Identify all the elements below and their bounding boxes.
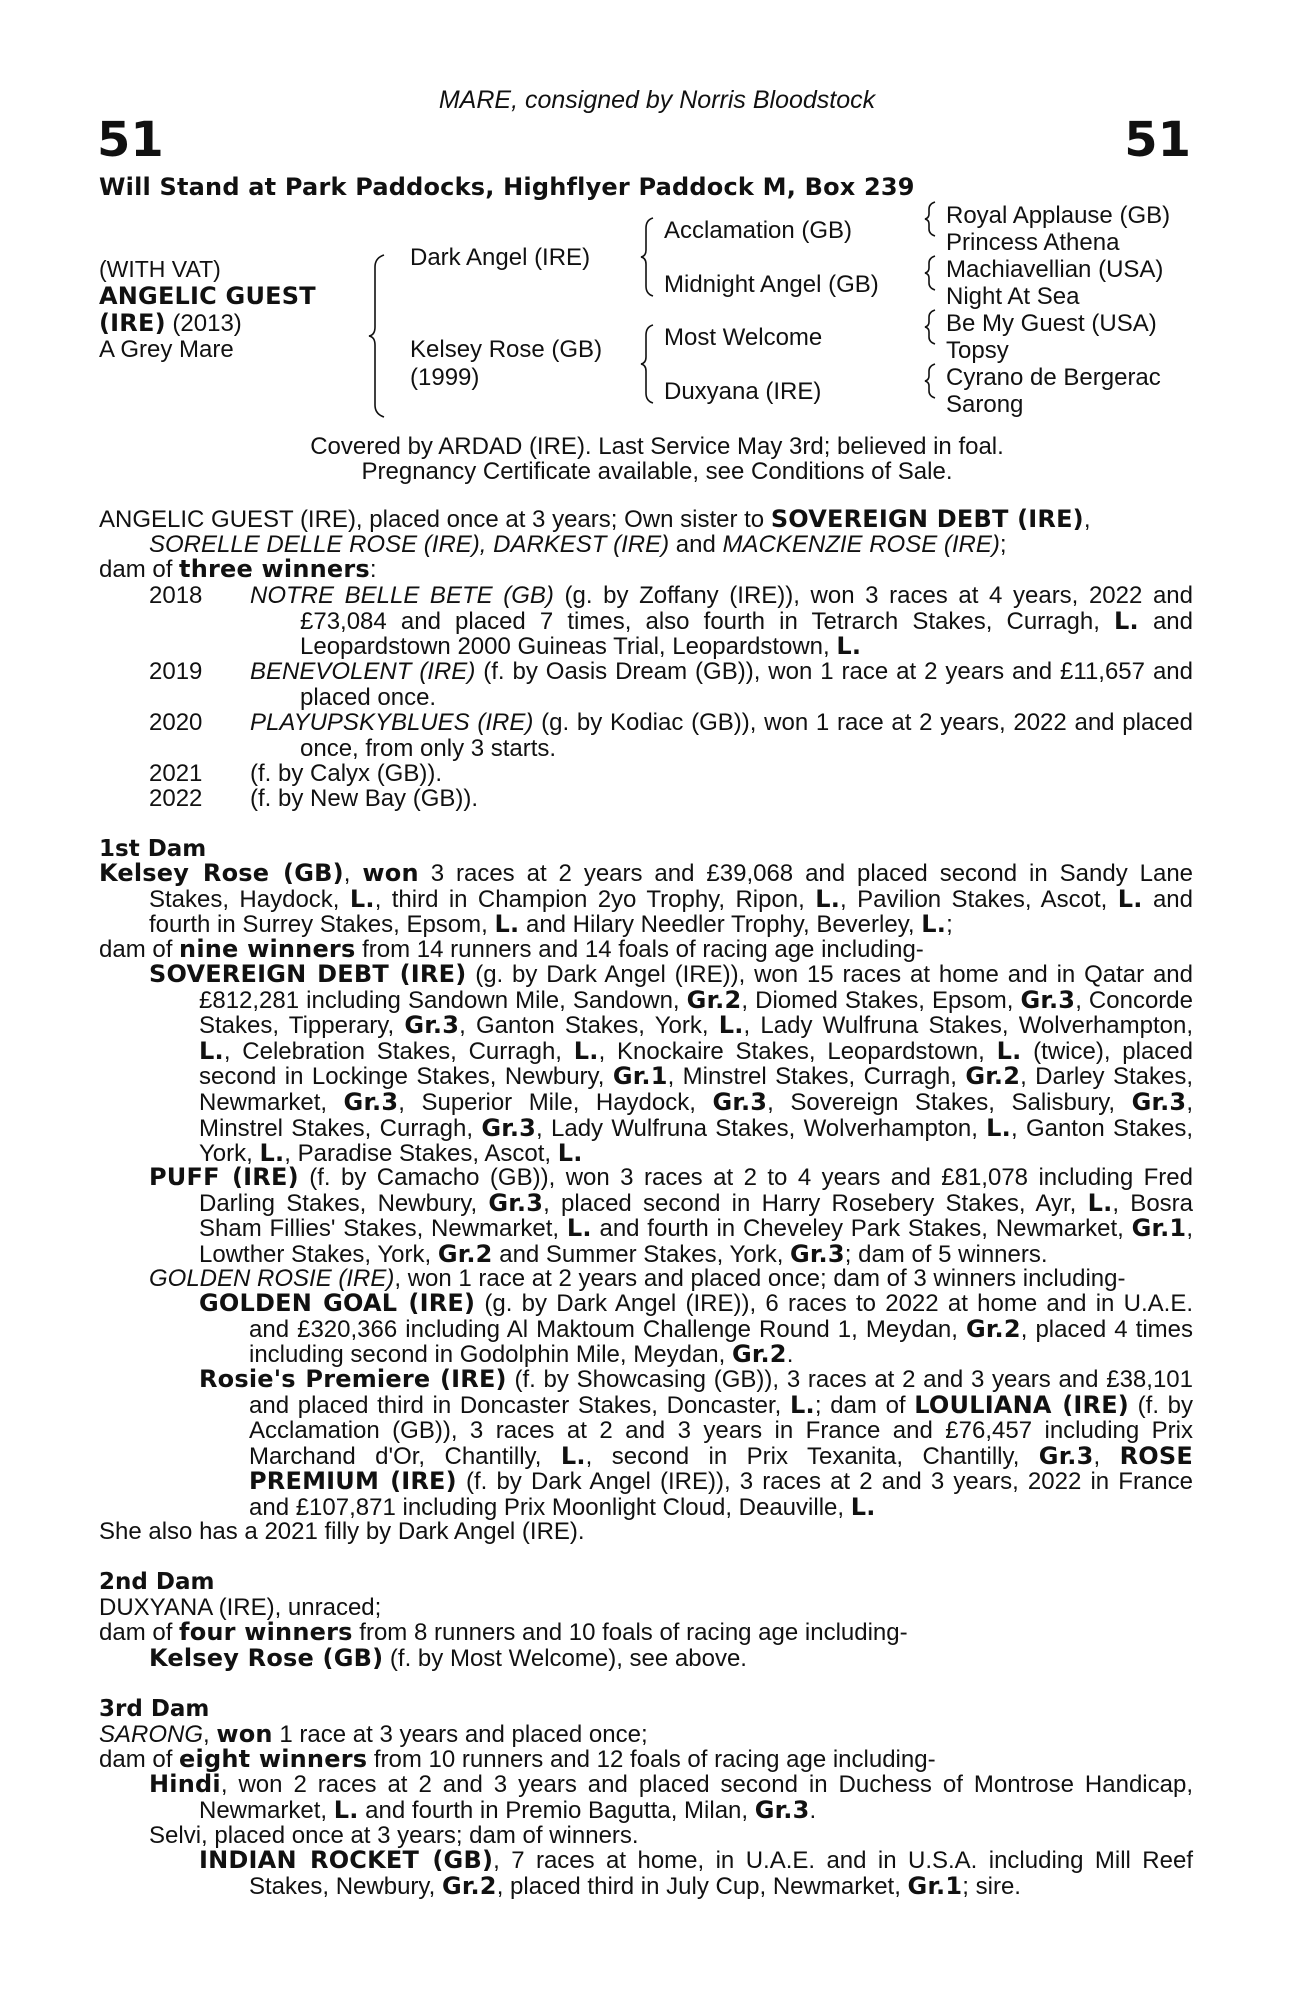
sovereign-debt-entry: SOVEREIGN DEBT (IRE) (g. by Dark Angel (IRE)), won 15 races at home and in Qatar and £812,281 including Sandown Mile, Sandown, Gr.2, Diomed Stakes, Epsom, Gr.3, Concorde Stakes, Tipperary, Gr.3, Ganton Stakes, York, L., Lady Wulfruna Stakes, Wolverhampton, L., Celebration Stakes, Curragh, L., Knockaire Stakes, Leopardstown, L. (twice), placed second in Lockinge Stakes, Newbury, Gr.1, Minstrel Stakes, Curragh, Gr.2, Darley Stakes, Newmarket, Gr.3, Superior Mile, Haydock, Gr.3, Sovereign Stakes, Salisbury, Gr.3, Minstrel Stakes, Curragh, Gr.3, Lady Wulfruna Stakes, Wolverhampton, L., Ganton Stakes, York, L., Paradise Stakes, Ascot, L. [149, 960, 1194, 1168]
covering-note: Covered by ARDAD (IRE). Last Service May 3rd; believed in foal. Pregnancy Certificate available, see Conditions of Sale. [310, 433, 1004, 485]
second-dam-heading: 2nd Dam [99, 1569, 215, 1595]
produce-entry: (f. by New Bay (GB)). [250, 785, 479, 812]
pedigree-sire: Dark Angel (IRE) [410, 244, 591, 271]
pedigree-ss: Acclamation (GB) [664, 217, 853, 244]
brace-dd [925, 364, 935, 398]
brace-ds [925, 310, 935, 344]
subject-name: ANGELIC GUEST [99, 282, 316, 310]
pedigree-ssd: Princess Athena [946, 229, 1120, 256]
dam-line-brace [641, 325, 653, 403]
stand-location: Will Stand at Park Paddocks, Highflyer Paddock M, Box 239 [99, 173, 915, 201]
selvi-entry: Selvi, placed once at 3 years; dam of winners. [149, 1822, 639, 1849]
produce-entry: PLAYUPSKYBLUES (IRE) (g. by Kodiac (GB)), won 1 race at 2 years, 2022 and placed once, from only 3 starts. [250, 709, 1193, 762]
produce-entry: (f. by Calyx (GB)). [250, 760, 443, 787]
pedigree-dss: Be My Guest (USA) [946, 310, 1157, 337]
produce-year: 2020 [149, 709, 203, 736]
rosies-premiere-entry: Rosie's Premiere (IRE) (f. by Showcasing (GB)), 3 races at 2 and 3 years and £38,101 and placed third in Doncaster Stakes, Doncaster, L.; dam of LOULIANA (IRE) (f. by Acclamation (GB)), 3 races at 2 and 3 years in France and £76,457 including Prix Marchand d'Or, Chantilly, L., second in Prix Texanita, Chantilly, Gr.3, ROSE PREMIUM (IRE) (f. by Dark Angel (IRE)), 3 races at 2 and 3 years, 2022 in France and £107,871 including Prix Moonlight Cloud, Deauville, L. [199, 1365, 1194, 1521]
pedigree-dsd: Topsy [946, 337, 1009, 364]
pedigree-sss: Royal Applause (GB) [946, 202, 1171, 229]
second-dam-produce-entry: Kelsey Rose (GB) (f. by Most Welcome), see above. [149, 1644, 747, 1672]
pedigree-sds: Machiavellian (USA) [946, 256, 1164, 283]
intro-siblings: SORELLE DELLE ROSE (IRE), DARKEST (IRE) and MACKENZIE ROSE (IRE); [149, 531, 1007, 558]
first-dam-record: Kelsey Rose (GB), won 3 races at 2 years and £39,068 and placed second in Sandy Lane Stakes, Haydock, L., third in Champion 2yo Trophy, Ripon, L., Pavilion Stakes, Ascot, L. and fourth in Surrey Stakes, Epsom, L. and Hilary Needler Trophy, Beverley, L.; [99, 859, 1194, 939]
sire-dam-brace [369, 255, 384, 417]
brace-sd [925, 256, 935, 290]
indian-rocket-entry: INDIAN ROCKET (GB), 7 races at home, in U.A.E. and in U.S.A. including Mill Reef Stakes, Newbury, Gr.2, placed third in July Cup, Newmarket, Gr.1; sire. [199, 1846, 1193, 1900]
third-dam-produce-summary: dam of eight winners from 10 runners and 12 foals of racing age including- [99, 1745, 936, 1773]
produce-year: 2022 [149, 785, 203, 812]
produce-year: 2019 [149, 658, 203, 685]
lot-number-left: 51 [97, 112, 164, 168]
lot-number-right: 51 [1124, 112, 1191, 168]
third-dam-heading: 3rd Dam [99, 1696, 210, 1722]
second-dam-record: DUXYANA (IRE), unraced; [99, 1594, 382, 1621]
intro-para: ANGELIC GUEST (IRE), placed once at 3 years; Own sister to SOVEREIGN DEBT (IRE), [99, 505, 1091, 533]
pedigree-sdd: Night At Sea [946, 283, 1080, 310]
intro-dam-of: dam of three winners: [99, 555, 377, 583]
first-dam-produce-summary: dam of nine winners from 14 runners and 14 foals of racing age including- [99, 935, 924, 963]
subject-sex-colour: A Grey Mare [99, 336, 234, 363]
pedigree-sd: Midnight Angel (GB) [664, 271, 879, 298]
pedigree-dam-year: (1999) [410, 364, 480, 391]
golden-rosie-entry: GOLDEN ROSIE (IRE), won 1 race at 2 years and placed once; dam of 3 winners including- [149, 1265, 1126, 1292]
subject-origin-year: (IRE) (2013) [99, 309, 242, 337]
produce-entry: NOTRE BELLE BETE (GB) (g. by Zoffany (IRE)), won 3 races at 4 years, 2022 and £73,084 and placed 7 times, also fourth in Tetrarch Stakes, Curragh, L. and Leopardstown 2000 Guineas Trial, Leopardstown, L. [250, 582, 1193, 661]
golden-goal-entry: GOLDEN GOAL (IRE) (g. by Dark Angel (IRE)), 6 races to 2022 at home and in U.A.E. and £320,366 including Al Maktoum Challenge Round 1, Meydan, Gr.2, placed 4 times including second in Godolphin Mile, Meydan, Gr.2. [199, 1289, 1194, 1369]
second-dam-produce-summary: dam of four winners from 8 runners and 10 foals of racing age including- [99, 1618, 908, 1646]
third-dam-record: SARONG, won 1 race at 3 years and placed once; [99, 1720, 648, 1748]
consignor-line: MARE, consigned by Norris Bloodstock [438, 86, 876, 114]
produce-year: 2018 [149, 582, 203, 609]
sire-line-brace [641, 218, 653, 296]
produce-entry: BENEVOLENT (IRE) (f. by Oasis Dream (GB)), won 1 race at 2 years and £11,657 and placed once. [250, 658, 1193, 711]
pedigree-dd: Duxyana (IRE) [664, 378, 822, 405]
pedigree-ddd: Sarong [946, 391, 1024, 418]
pedigree-dam: Kelsey Rose (GB) [410, 336, 603, 363]
first-dam-heading: 1st Dam [99, 836, 207, 862]
first-dam-note: She also has a 2021 filly by Dark Angel (IRE). [99, 1518, 585, 1545]
pedigree-dds: Cyrano de Bergerac [946, 364, 1161, 391]
brace-ss [925, 202, 935, 236]
puff-entry: PUFF (IRE) (f. by Camacho (GB)), won 3 races at 2 to 4 years and £81,078 including Fred Darling Stakes, Newbury, Gr.3, placed second in Harry Rosebery Stakes, Ayr, L., Bosra Sham Fillies' Stakes, Newmarket, L. and fourth in Cheveley Park Stakes, Newmarket, Gr.1, Lowther Stakes, York, Gr.2 and Summer Stakes, York, Gr.3; dam of 5 winners. [149, 1163, 1193, 1268]
vat-note: (WITH VAT) [99, 256, 221, 282]
hindi-entry: Hindi, won 2 races at 2 and 3 years and placed second in Duchess of Montrose Handicap, Newmarket, L. and fourth in Premio Bagutta, Milan, Gr.3. [149, 1770, 1193, 1824]
pedigree-ds: Most Welcome [664, 324, 823, 351]
produce-year: 2021 [149, 760, 203, 787]
